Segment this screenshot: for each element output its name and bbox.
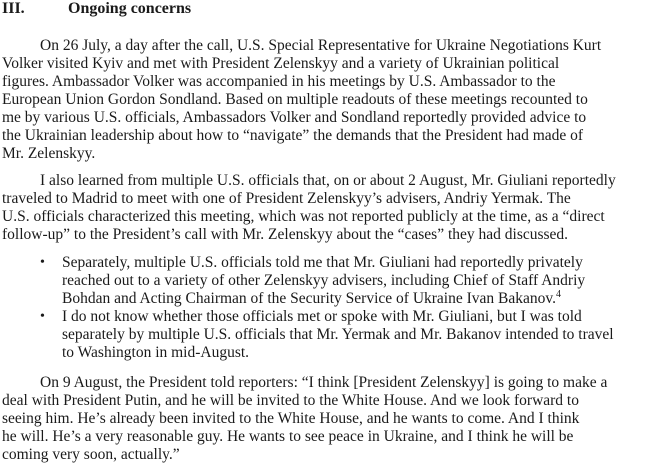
footnote-marker[interactable]: 4 <box>556 288 561 300</box>
section-number: III. <box>2 0 25 17</box>
bullet-line: I do not know whether those officials met or spoke with Mr. Giuliani, but I was told <box>62 308 582 325</box>
paragraph-line: On 26 July, a day after the call, U.S. Special Representative for Ukraine Negotiations Kurt <box>40 37 602 54</box>
paragraph-line: Mr. Zelenskyy. <box>2 145 96 162</box>
paragraph-line: Volker visited Kyiv and met with President Zelenskyy and a variety of Ukrainian political <box>2 55 560 72</box>
paragraph-line: European Union Gordon Sondland. Based on multiple readouts of these meetings recounted to <box>2 91 588 108</box>
paragraph-line: On 9 August, the President told reporters: “I think [President Zelenskyy] is going to make a <box>40 374 608 391</box>
paragraph-line: he will. He’s a very reasonable guy. He wants to see peace in Ukraine, and I think he will be <box>2 428 574 445</box>
bullet-line: to Washington in mid-August. <box>62 344 250 361</box>
paragraph-line: I also learned from multiple U.S. officials that, on or about 2 August, Mr. Giuliani reportedly <box>40 172 616 189</box>
section-title: Ongoing concerns <box>68 0 192 17</box>
bullet-line: separately by multiple U.S. officials that Mr. Yermak and Mr. Bakanov intended to travel <box>62 326 614 343</box>
paragraph-3 <box>2 374 642 464</box>
paragraph-2 <box>2 172 642 244</box>
bullet-text <box>62 254 585 308</box>
paragraph-line: follow-up” to the President’s call with Mr. Zelenskyy about the “cases” they had discussed. <box>2 226 569 243</box>
bullet-line: reached out to a variety of other Zelenskyy advisers, including Chief of Staff Andriy <box>62 272 586 289</box>
paragraph-line: traveled to Madrid to meet with one of President Zelenskyy’s advisers, Andriy Yermak. The <box>2 190 571 207</box>
paragraph-1 <box>2 37 642 163</box>
paragraph-line: U.S. officials characterized this meeting, which was not reported publicly at the time, as a “direct <box>2 208 605 225</box>
bullet-icon: • <box>40 309 45 324</box>
paragraph-line: me by various U.S. officials, Ambassadors Volker and Sondland reportedly provided advice to <box>2 109 587 126</box>
bullet-line: Bohdan and Acting Chairman of the Security Service of Ukraine Ivan Bakanov. <box>62 290 556 307</box>
paragraph-line: coming very soon, actually.” <box>2 446 180 463</box>
bullet-line: Separately, multiple U.S. officials told me that Mr. Giuliani had reportedly privately <box>62 254 583 271</box>
paragraph-line: the Ukrainian leadership about how to “navigate” the demands that the President had made of <box>2 127 584 144</box>
paragraph-line: seeing him. He’s already been invited to the White House, and he wants to come. And I think <box>2 410 580 427</box>
section-heading <box>2 0 191 18</box>
paragraph-line: figures. Ambassador Volker was accompanied in his meetings by U.S. Ambassador to the <box>2 73 556 90</box>
bullet-icon: • <box>40 255 45 270</box>
paragraph-line: deal with President Putin, and he will be invited to the White House. And we look forward to <box>2 392 579 409</box>
bullet-text <box>62 308 614 362</box>
